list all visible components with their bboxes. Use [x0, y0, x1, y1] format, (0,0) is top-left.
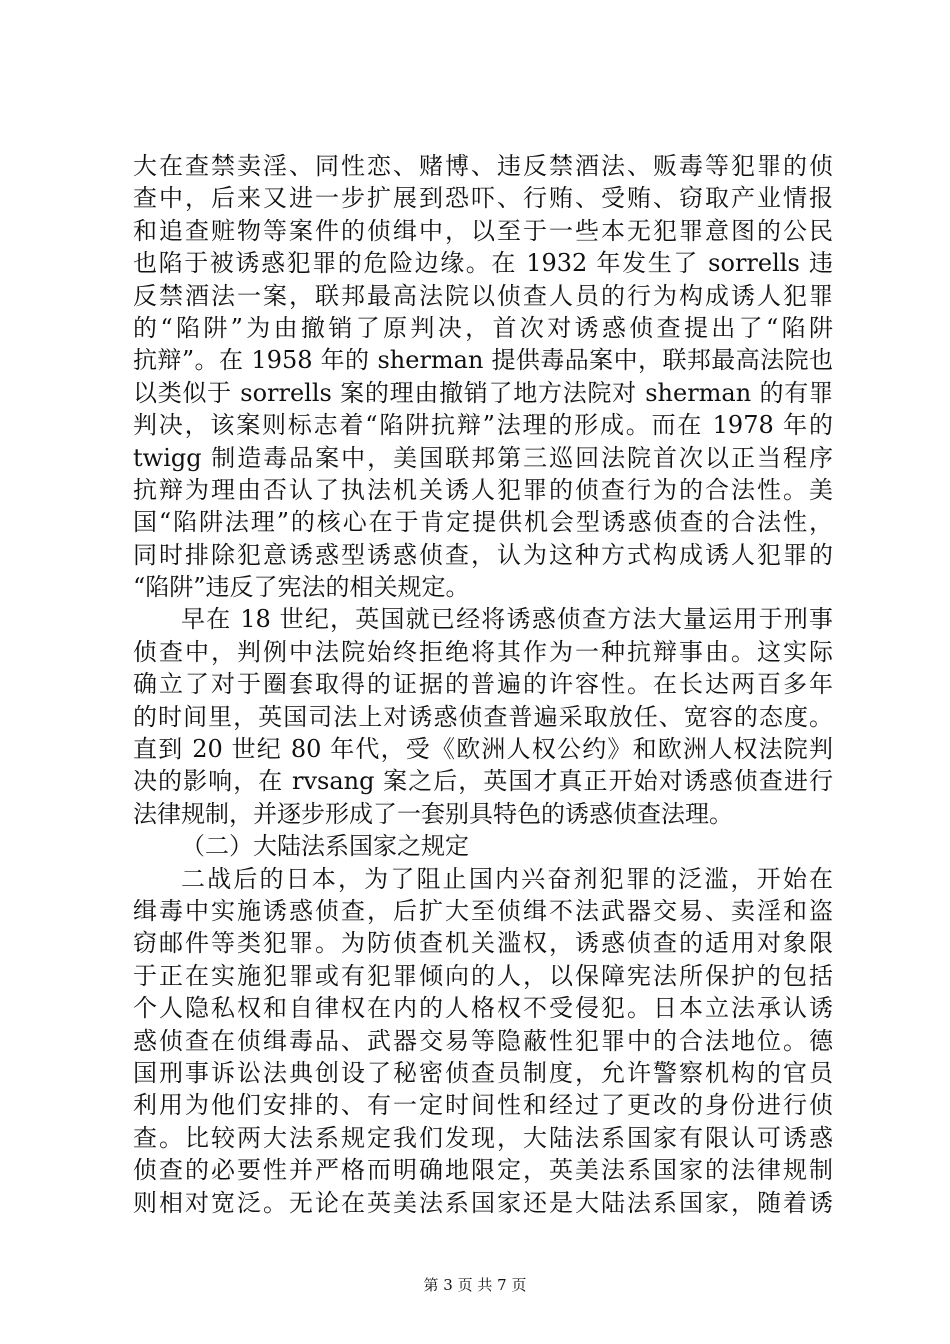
page-number-footer: 第 3 页 共 7 页 [423, 1276, 527, 1294]
text-line: 的时间里，英国司法上对诱惑侦查普遍采取放任、宽容的态度。 [133, 702, 833, 731]
text-line: 侦查的必要性并严格而明确地限定，英美法系国家的法律规制 [133, 1156, 833, 1185]
text-line: 反禁酒法一案，联邦最高法院以侦查人员的行为构成诱人犯罪 [133, 281, 833, 310]
text-line: “陷阱”违反了宪法的相关规定。 [133, 573, 470, 602]
section-heading: （二）大陆法系国家之规定 [181, 832, 469, 861]
body-text [133, 150, 833, 1219]
text-line: 国“陷阱法理”的核心在于肯定提供机会型诱惑侦查的合法性， [133, 508, 833, 537]
text-line: 利用为他们安排的、有一定时间性和经过了更改的身份进行侦 [133, 1091, 833, 1120]
text-line: twigg 制造毒品案中，美国联邦第三巡回法院首次以正当程序 [133, 443, 833, 472]
text-line: 个人隐私权和自律权在内的人格权不受侵犯。日本立法承认诱 [133, 994, 833, 1023]
text-line: 判决，该案则标志着“陷阱抗辩”法理的形成。而在 1978 年的 [133, 411, 833, 440]
text-line: 于正在实施犯罪或有犯罪倾向的人，以保障宪法所保护的包括 [133, 961, 833, 990]
text-line: 窃邮件等类犯罪。为防侦查机关滥权，诱惑侦查的适用对象限 [133, 929, 833, 958]
text-line: 惑侦查在侦缉毒品、武器交易等隐蔽性犯罪中的合法地位。德 [133, 1026, 833, 1055]
text-line: 国刑事诉讼法典创设了秘密侦查员制度，允许警察机构的官员 [133, 1058, 833, 1087]
text-line: 直到 20 世纪 80 年代，受《欧洲人权公约》和欧洲人权法院判 [133, 735, 833, 764]
text-line: 确立了对于圈套取得的证据的普遍的许容性。在长达两百多年 [133, 670, 833, 699]
text-line: 早在 18 世纪，英国就已经将诱惑侦查方法大量运用于刑事 [181, 605, 833, 634]
text-line: 同时排除犯意诱惑型诱惑侦查，认为这种方式构成诱人犯罪的 [133, 540, 833, 569]
text-line: 抗辩为理由否认了执法机关诱人犯罪的侦查行为的合法性。美 [133, 475, 833, 504]
text-line: 的“陷阱”为由撤销了原判决，首次对诱惑侦查提出了“陷阱 [133, 313, 833, 342]
text-line: 决的影响，在 rvsang 案之后，英国才真正开始对诱惑侦查进行 [133, 767, 833, 796]
text-line: 侦查中，判例中法院始终拒绝将其作为一种抗辩事由。这实际 [133, 637, 833, 666]
text-line: 则相对宽泛。无论在英美法系国家还是大陆法系国家，随着诱 [133, 1188, 833, 1217]
text-line: 法律规制，并逐步形成了一套别具特色的诱惑侦查法理。 [133, 799, 733, 828]
text-line: 二战后的日本，为了阻止国内兴奋剂犯罪的泛滥，开始在 [181, 864, 833, 893]
text-line: 查。比较两大法系规定我们发现，大陆法系国家有限认可诱惑 [133, 1123, 833, 1152]
text-line: 也陷于被诱惑犯罪的危险边缘。在 1932 年发生了 sorrells 违 [133, 249, 833, 278]
text-line: 以类似于 sorrells 案的理由撤销了地方法院对 sherman 的有罪 [133, 378, 833, 407]
text-line: 查中，后来又进一步扩展到恐吓、行贿、受贿、窃取产业情报 [133, 184, 833, 213]
text-line: 大在查禁卖淫、同性恋、赌博、违反禁酒法、贩毒等犯罪的侦 [133, 152, 833, 180]
text-line: 和追查赃物等案件的侦缉中，以至于一些本无犯罪意图的公民 [133, 216, 833, 245]
text-line: 抗辩”。在 1958 年的 sherman 提供毒品案中，联邦最高法院也 [133, 346, 833, 375]
text-line: 缉毒中实施诱惑侦查，后扩大至侦缉不法武器交易、卖淫和盗 [133, 896, 833, 925]
